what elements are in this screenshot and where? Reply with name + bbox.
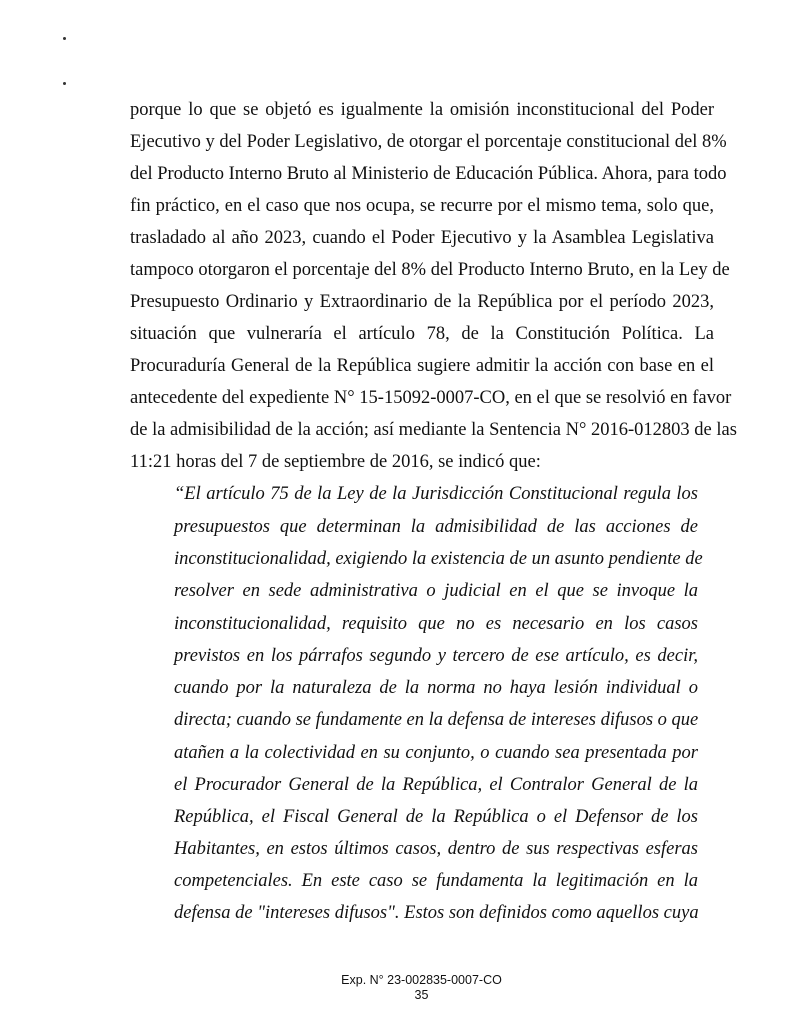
quote-line: “El artículo 75 de la Ley de la Jurisdicción Constitucional regula los [174, 484, 698, 504]
quote-line: el Procurador General de la República, el Contralor General de la [174, 775, 698, 795]
paragraph-line: situación que vulneraría el artículo 78, de la Constitución Política. La [130, 324, 714, 344]
quote-line: inconstitucionalidad, requisito que no es necesario en los casos [174, 614, 698, 634]
paragraph-line: del Producto Interno Bruto al Ministerio de Educación Pública. Ahora, para todo [130, 164, 727, 184]
quote-line: defensa de "intereses difusos". Estos son definidos como aquellos cuya [174, 903, 699, 923]
paragraph-line: Ejecutivo y del Poder Legislativo, de otorgar el porcentaje constitucional del 8% [130, 132, 727, 152]
paragraph-line: Procuraduría General de la República sugiere admitir la acción con base en el [130, 356, 714, 376]
page-number: 35 [414, 988, 429, 1002]
scan-dot-mark [63, 82, 66, 85]
quote-line: competenciales. En este caso se fundamenta la legitimación en la [174, 871, 698, 891]
quote-line: República, el Fiscal General de la República o el Defensor de los [174, 807, 698, 827]
paragraph-line: antecedente del expediente N° 15-15092-0007-CO, en el que se resolvió en favor [130, 388, 732, 408]
quote-line: previstos en los párrafos segundo y tercero de ese artículo, es decir, [174, 646, 698, 666]
paragraph-line: 11:21 horas del 7 de septiembre de 2016, se indicó que: [130, 452, 541, 472]
paragraph-line: fin práctico, en el caso que nos ocupa, se recurre por el mismo tema, solo que, [130, 196, 714, 216]
paragraph-line: de la admisibilidad de la acción; así mediante la Sentencia N° 2016-012803 de las [130, 420, 737, 440]
quote-line: cuando por la naturaleza de la norma no haya lesión individual o [174, 678, 698, 698]
quote-line: inconstitucionalidad, exigiendo la existencia de un asunto pendiente de [174, 549, 703, 569]
quote-line: Habitantes, en estos últimos casos, dentro de sus respectivas esferas [174, 839, 698, 859]
quote-line: resolver en sede administrativa o judicial en el que se invoque la [174, 581, 698, 601]
paragraph-line: tampoco otorgaron el porcentaje del 8% del Producto Interno Bruto, en la Ley de [130, 260, 730, 280]
scan-dot-mark [63, 37, 66, 40]
case-reference: Exp. N° 23-002835-0007-CO [341, 973, 502, 987]
paragraph-line: trasladado al año 2023, cuando el Poder Ejecutivo y la Asamblea Legislativa [130, 228, 714, 248]
paragraph-line: porque lo que se objetó es igualmente la omisión inconstitucional del Poder [130, 100, 714, 120]
paragraph-line: Presupuesto Ordinario y Extraordinario de la República por el período 2023, [130, 292, 714, 312]
quote-line: directa; cuando se fundamente en la defensa de intereses difusos o que [174, 710, 699, 730]
quote-line: atañen a la colectividad en su conjunto, o cuando sea presentada por [174, 743, 698, 763]
quote-line: presupuestos que determinan la admisibilidad de las acciones de [174, 517, 698, 537]
